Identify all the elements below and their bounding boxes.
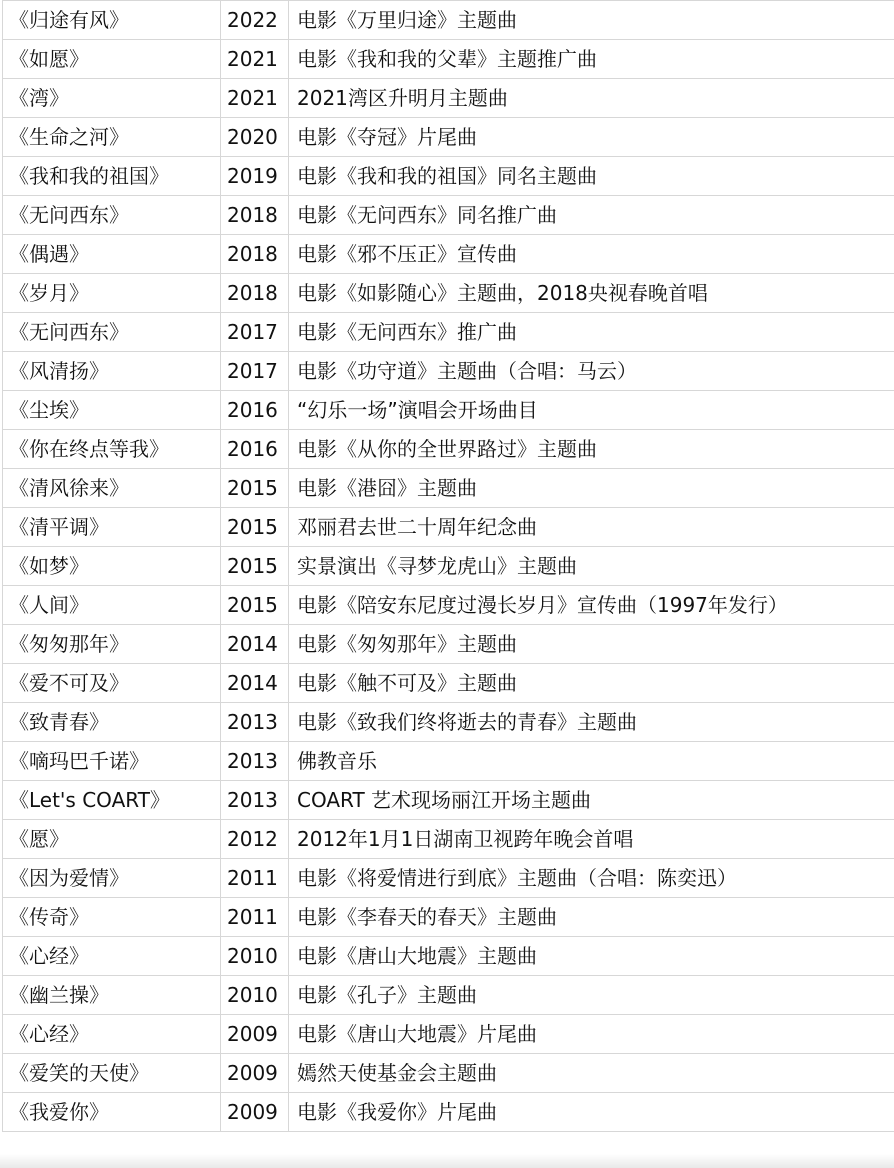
song-title-cell: 《我和我的祖国》 [3,157,221,196]
table-row [3,79,894,118]
song-title-cell: 《清风徐来》 [3,469,221,508]
song-year-cell: 2018 [221,196,289,235]
table-row [3,898,894,937]
song-note-cell: 电影《将爱情进行到底》主题曲（合唱：陈奕迅） [289,859,894,898]
table-row [3,1093,894,1132]
song-year-cell: 2021 [221,40,289,79]
song-note-cell: 电影《唐山大地震》片尾曲 [289,1015,894,1054]
song-year-cell: 2019 [221,157,289,196]
song-title-cell: 《因为爱情》 [3,859,221,898]
table-row [3,508,894,547]
song-title-cell: 《如梦》 [3,547,221,586]
song-note-cell: 电影《功守道》主题曲（合唱：马云） [289,352,894,391]
song-year-cell: 2013 [221,742,289,781]
song-year-cell: 2017 [221,313,289,352]
song-year-cell: 2013 [221,781,289,820]
table-row [3,1,894,40]
table-row [3,274,894,313]
table-row [3,1054,894,1093]
song-note-cell: COART 艺术现场丽江开场主题曲 [289,781,894,820]
song-year-cell: 2022 [221,1,289,40]
song-note-cell: 电影《无问西东》同名推广曲 [289,196,894,235]
song-note-cell: 电影《致我们终将逝去的青春》主题曲 [289,703,894,742]
table-row [3,937,894,976]
song-note-cell: 实景演出《寻梦龙虎山》主题曲 [289,547,894,586]
song-year-cell: 2009 [221,1093,289,1132]
song-year-cell: 2021 [221,79,289,118]
table-row [3,820,894,859]
song-note-cell: 电影《李春天的春天》主题曲 [289,898,894,937]
song-title-cell: 《尘埃》 [3,391,221,430]
song-title-cell: 《偶遇》 [3,235,221,274]
song-note-cell: 电影《邪不压正》宣传曲 [289,235,894,274]
table-row [3,391,894,430]
song-title-cell: 《无问西东》 [3,196,221,235]
song-note-cell: 电影《唐山大地震》主题曲 [289,937,894,976]
table-row [3,469,894,508]
song-year-cell: 2011 [221,898,289,937]
song-title-cell: 《幽兰操》 [3,976,221,1015]
song-note-cell: 电影《我和我的祖国》同名主题曲 [289,157,894,196]
song-title-cell: 《人间》 [3,586,221,625]
song-title-cell: 《无问西东》 [3,313,221,352]
song-title-cell: 《嘀玛巴千诺》 [3,742,221,781]
song-year-cell: 2018 [221,235,289,274]
song-title-cell: 《致青春》 [3,703,221,742]
song-title-cell: 《心经》 [3,937,221,976]
song-note-cell: 电影《夺冠》片尾曲 [289,118,894,157]
song-note-cell: 电影《从你的全世界路过》主题曲 [289,430,894,469]
song-year-cell: 2017 [221,352,289,391]
song-title-cell: 《爱笑的天使》 [3,1054,221,1093]
song-note-cell: 电影《我爱你》片尾曲 [289,1093,894,1132]
song-note-cell: 电影《孔子》主题曲 [289,976,894,1015]
table-row [3,625,894,664]
song-title-cell: 《心经》 [3,1015,221,1054]
table-row [3,157,894,196]
song-note-cell: 电影《匆匆那年》主题曲 [289,625,894,664]
song-note-cell: 邓丽君去世二十周年纪念曲 [289,508,894,547]
table-row [3,40,894,79]
song-note-cell: 电影《陪安东尼度过漫长岁月》宣传曲（1997年发行） [289,586,894,625]
song-title-cell: 《我爱你》 [3,1093,221,1132]
song-year-cell: 2015 [221,586,289,625]
song-year-cell: 2009 [221,1015,289,1054]
song-year-cell: 2010 [221,976,289,1015]
songs-table [2,0,894,1132]
song-title-cell: 《匆匆那年》 [3,625,221,664]
song-title-cell: 《清平调》 [3,508,221,547]
song-note-cell: 电影《如影随心》主题曲，2018央视春晚首唱 [289,274,894,313]
song-note-cell: 2021湾区升明月主题曲 [289,79,894,118]
song-year-cell: 2016 [221,430,289,469]
song-title-cell: 《湾》 [3,79,221,118]
song-note-cell: 嫣然天使基金会主题曲 [289,1054,894,1093]
song-title-cell: 《传奇》 [3,898,221,937]
table-row [3,352,894,391]
song-note-cell: 电影《我和我的父辈》主题推广曲 [289,40,894,79]
song-note-cell: 2012年1月1日湖南卫视跨年晚会首唱 [289,820,894,859]
song-title-cell: 《爱不可及》 [3,664,221,703]
song-year-cell: 2009 [221,1054,289,1093]
song-title-cell: 《愿》 [3,820,221,859]
song-year-cell: 2011 [221,859,289,898]
song-year-cell: 2013 [221,703,289,742]
song-year-cell: 2015 [221,508,289,547]
song-year-cell: 2015 [221,547,289,586]
table-row [3,118,894,157]
song-year-cell: 2014 [221,625,289,664]
song-note-cell: 电影《触不可及》主题曲 [289,664,894,703]
song-title-cell: 《你在终点等我》 [3,430,221,469]
song-year-cell: 2018 [221,274,289,313]
song-title-cell: 《岁月》 [3,274,221,313]
song-note-cell: 电影《港囧》主题曲 [289,469,894,508]
table-row [3,313,894,352]
table-row [3,976,894,1015]
song-title-cell: 《如愿》 [3,40,221,79]
song-year-cell: 2020 [221,118,289,157]
song-year-cell: 2014 [221,664,289,703]
song-note-cell: 电影《无问西东》推广曲 [289,313,894,352]
table-row [3,430,894,469]
song-title-cell: 《生命之河》 [3,118,221,157]
table-row [3,235,894,274]
table-row [3,547,894,586]
table-row [3,1015,894,1054]
song-title-cell: 《归途有风》 [3,1,221,40]
table-row [3,664,894,703]
table-row [3,703,894,742]
song-title-cell: 《Let's COART》 [3,781,221,820]
song-note-cell: 佛教音乐 [289,742,894,781]
table-row [3,196,894,235]
table-row [3,859,894,898]
song-note-cell: “幻乐一场”演唱会开场曲目 [289,391,894,430]
song-year-cell: 2016 [221,391,289,430]
table-row [3,586,894,625]
song-note-cell: 电影《万里归途》主题曲 [289,1,894,40]
table-row [3,742,894,781]
song-title-cell: 《风清扬》 [3,352,221,391]
song-year-cell: 2012 [221,820,289,859]
songs-table-body [3,1,894,1132]
table-row [3,781,894,820]
song-year-cell: 2010 [221,937,289,976]
song-year-cell: 2015 [221,469,289,508]
